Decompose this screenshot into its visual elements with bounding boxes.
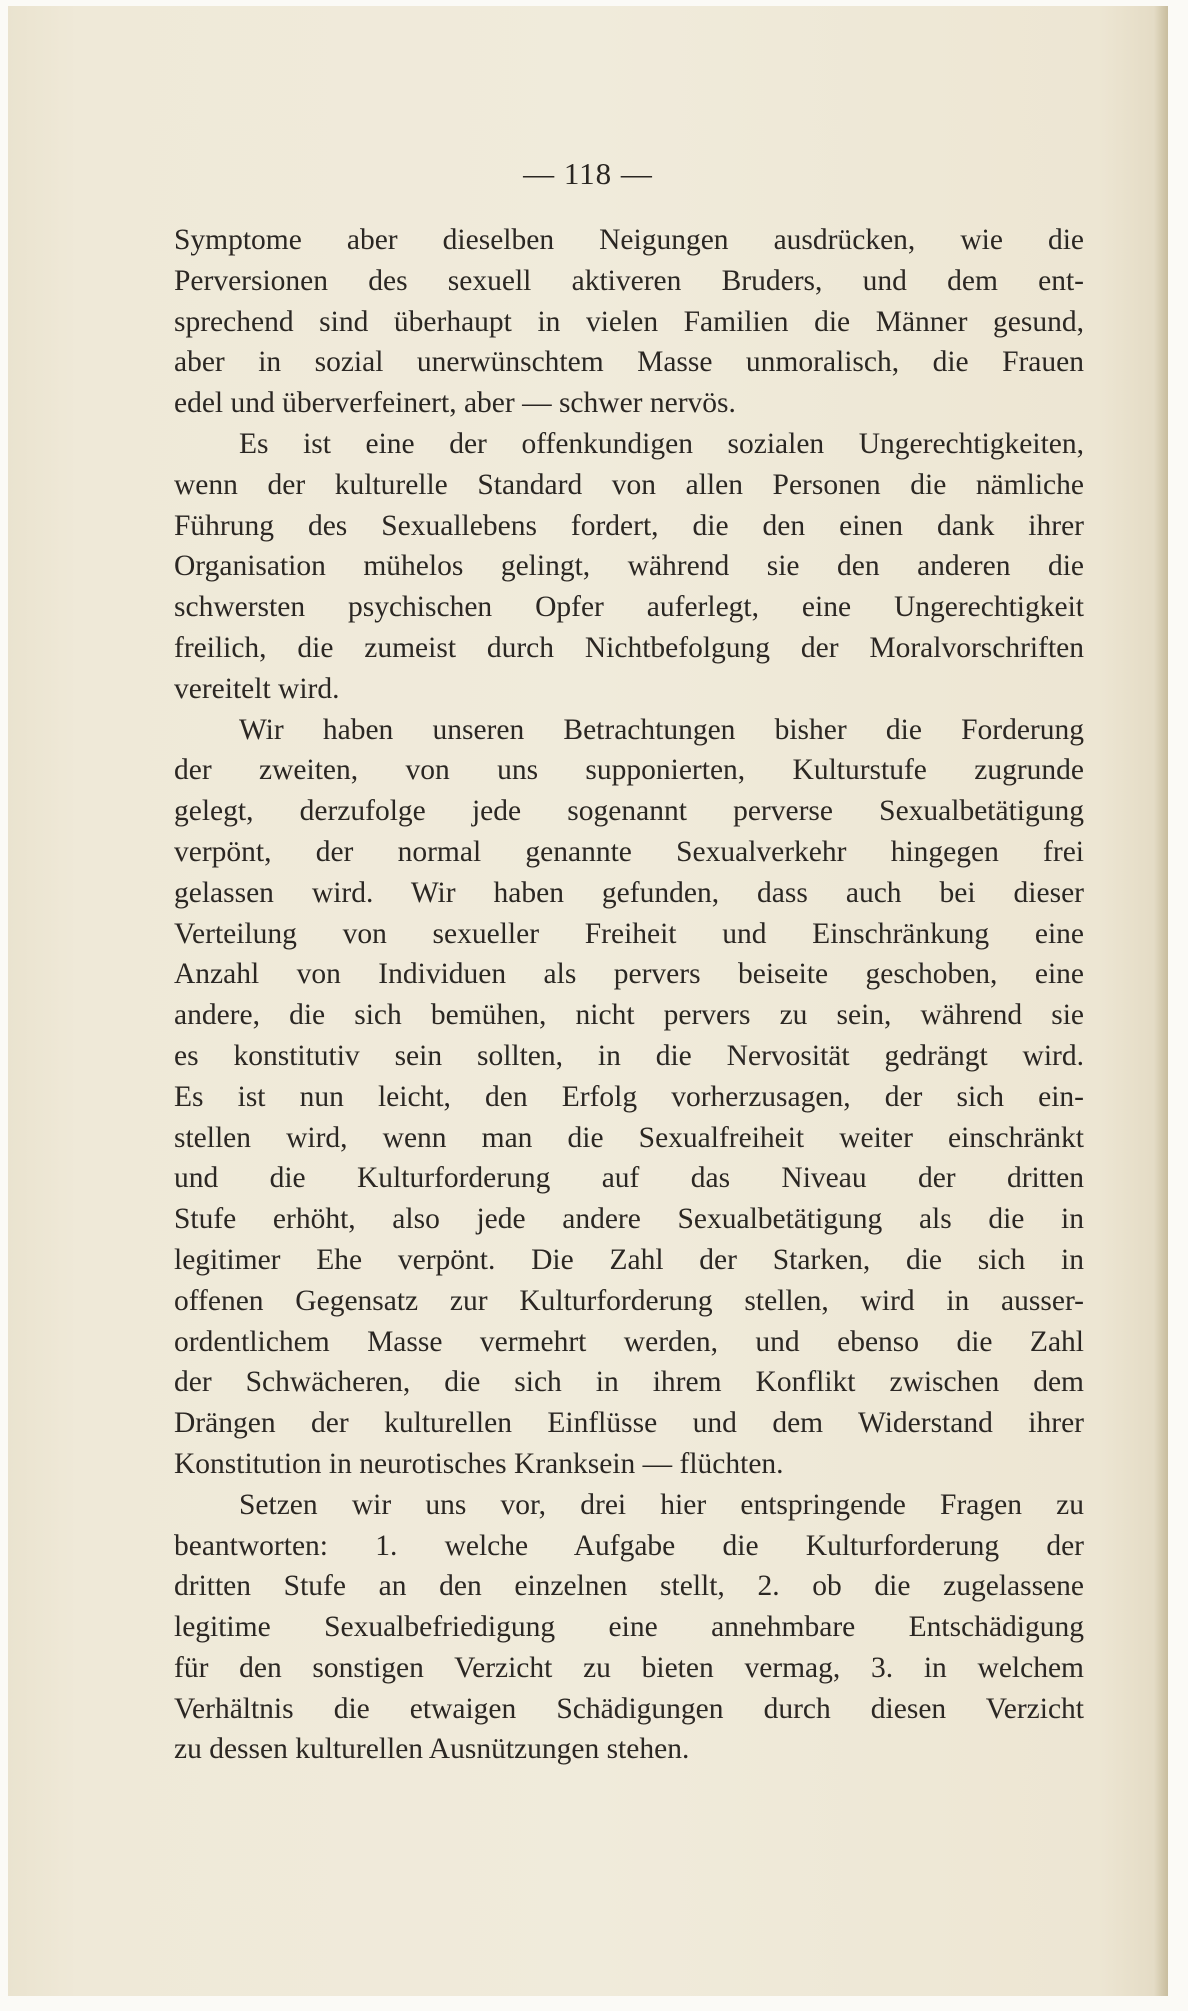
text-line: gelegt, derzufolge jede sogenannt perverse Sexualbetätigung xyxy=(174,795,1084,828)
paragraph xyxy=(174,710,1084,1485)
text-line: Symptome aber dieselben Neigungen ausdrücken, wie die xyxy=(174,224,1084,256)
text-line: vereitelt wird. xyxy=(174,672,340,705)
text-line: offenen Gegensatz zur Kulturforderung stellen, wird in ausser- xyxy=(174,1284,1084,1317)
text-line: stellen wird, wenn man die Sexualfreiheit weiter einschränkt xyxy=(174,1121,1084,1154)
text-line: Führung des Sexuallebens fordert, die den einen dank ihrer xyxy=(174,509,1084,542)
paragraph xyxy=(174,424,1084,710)
text-line: Organisation mühelos gelingt, während sie den anderen die xyxy=(174,550,1084,583)
book-page xyxy=(8,6,1168,1996)
text-line: aber in sozial unerwünschtem Masse unmoralisch, die Frauen xyxy=(174,346,1084,379)
text-line: Verhältnis die etwaigen Schädigungen durch diesen Verzicht xyxy=(174,1692,1084,1725)
text-line: edel und überverfeinert, aber — schwer nervös. xyxy=(174,387,736,420)
text-line: andere, die sich bemühen, nicht pervers zu sein, während sie xyxy=(174,999,1084,1032)
text-line: zu dessen kulturellen Ausnützungen stehen. xyxy=(174,1733,690,1766)
text-line: es konstitutiv sein sollten, in die Nervosität gedrängt wird. xyxy=(174,1039,1084,1072)
paragraph xyxy=(174,1485,1084,1771)
text-line: Perversionen des sexuell aktiveren Bruders, und dem ent- xyxy=(174,264,1084,297)
text-line: Es ist eine der offenkundigen sozialen Ungerechtigkeiten, xyxy=(239,427,1084,460)
text-line: für den sonstigen Verzicht zu bieten vermag, 3. in welchem xyxy=(174,1651,1084,1684)
paragraph xyxy=(174,220,1084,424)
text-line: der zweiten, von uns supponierten, Kulturstufe zugrunde xyxy=(174,754,1084,787)
text-line: schwersten psychischen Opfer auferlegt, eine Ungerechtigkeit xyxy=(174,591,1084,624)
text-line: Setzen wir uns vor, drei hier entspringende Fragen zu xyxy=(239,1488,1084,1521)
text-line: sprechend sind überhaupt in vielen Familien die Männer gesund, xyxy=(174,305,1084,338)
text-line: Verteilung von sexueller Freiheit und Einschränkung eine xyxy=(174,917,1084,950)
text-line: wenn der kulturelle Standard von allen Personen die nämliche xyxy=(174,468,1084,501)
text-line: legitime Sexualbefriedigung eine annehmbare Entschädigung xyxy=(174,1611,1084,1644)
text-line: der Schwächeren, die sich in ihrem Konflikt zwischen dem xyxy=(174,1366,1084,1399)
text-line: Drängen der kulturellen Einflüsse und dem Widerstand ihrer xyxy=(174,1407,1084,1440)
text-line: Wir haben unseren Betrachtungen bisher die Forderung xyxy=(239,713,1084,746)
text-line: dritten Stufe an den einzelnen stellt, 2. ob die zugelassene xyxy=(174,1570,1084,1603)
page-number: — 118 — xyxy=(523,156,653,191)
body-text xyxy=(174,220,1084,1770)
text-line: Stufe erhöht, also jede andere Sexualbetätigung als die in xyxy=(174,1203,1084,1236)
text-line: freilich, die zumeist durch Nichtbefolgung der Moralvorschriften xyxy=(174,631,1084,664)
text-line: Es ist nun leicht, den Erfolg vorherzusagen, der sich ein- xyxy=(174,1080,1084,1113)
text-line: Konstitution in neurotisches Kranksein — flüchten. xyxy=(174,1447,784,1480)
text-line: legitimer Ehe verpönt. Die Zahl der Starken, die sich in xyxy=(174,1243,1084,1276)
text-line: beantworten: 1. welche Aufgabe die Kulturforderung der xyxy=(174,1529,1084,1562)
text-line: gelassen wird. Wir haben gefunden, dass auch bei dieser xyxy=(174,876,1084,909)
text-line: Anzahl von Individuen als pervers beiseite geschoben, eine xyxy=(174,958,1084,991)
text-line: ordentlichem Masse vermehrt werden, und ebenso die Zahl xyxy=(174,1325,1084,1358)
text-line: und die Kulturforderung auf das Niveau der dritten xyxy=(174,1162,1084,1195)
page-edge-shadow xyxy=(1154,6,1168,1996)
text-line: verpönt, der normal genannte Sexualverkehr hingegen frei xyxy=(174,835,1084,868)
